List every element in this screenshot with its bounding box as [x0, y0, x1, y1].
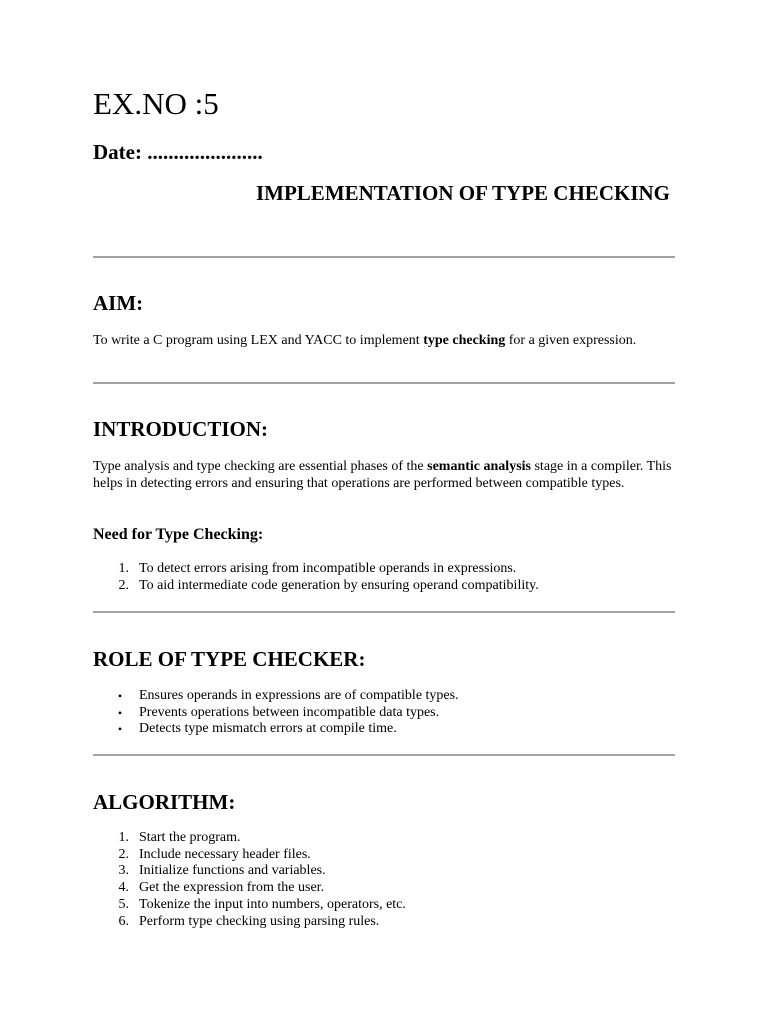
list-number: 2. [118, 577, 129, 593]
list-item [93, 863, 675, 880]
list-item [93, 561, 675, 578]
list-item [93, 578, 675, 595]
introduction-text-bold: semantic analysis [427, 459, 531, 474]
divider [93, 611, 675, 613]
bullet-icon: • [117, 689, 123, 703]
list-item-text: Initialize functions and variables. [139, 863, 326, 879]
list-item [93, 914, 675, 931]
role-heading: ROLE OF TYPE CHECKER: [93, 647, 366, 671]
role-list [93, 688, 675, 738]
list-item [93, 688, 675, 705]
list-item-text: Detects type mismatch errors at compile time. [139, 721, 397, 737]
date-line: Date: ...................... [93, 140, 263, 164]
aim-heading: AIM: [93, 291, 144, 315]
list-number: 4. [118, 880, 129, 896]
document-title: IMPLEMENTATION OF TYPE CHECKING [255, 181, 670, 205]
introduction-text-start: Type analysis and type checking are essential phases of the [93, 459, 428, 474]
list-item [93, 705, 675, 722]
list-item-text: Prevents operations between incompatible data types. [139, 704, 440, 720]
list-item-text: Tokenize the input into numbers, operators, etc. [139, 896, 406, 912]
list-item [93, 897, 675, 914]
list-item-text: Start the program. [139, 830, 241, 845]
list-item-text: Ensures operands in expressions are of compatible types. [139, 688, 459, 703]
aim-text-start: To write a C program using LEX and YACC to implement [93, 333, 424, 348]
list-item-text: Get the expression from the user. [139, 880, 325, 896]
list-item [93, 847, 675, 864]
aim-text-end: for a given expression. [505, 333, 637, 348]
divider [93, 754, 675, 756]
list-number: 2. [118, 846, 129, 862]
introduction-text [93, 458, 675, 492]
list-item-text: Perform type checking using parsing rules. [139, 913, 380, 929]
introduction-text-end: stage in a compiler. This helps in detecting errors and ensuring that operations are performed between compatible types. [93, 459, 672, 491]
algorithm-heading: ALGORITHM: [93, 790, 236, 814]
need-for-type-checking-heading: Need for Type Checking: [93, 526, 264, 543]
list-item [93, 830, 675, 847]
bullet-icon: • [117, 722, 123, 737]
list-number: 6. [118, 913, 129, 929]
divider [93, 256, 675, 258]
list-number: 1. [118, 561, 129, 576]
exercise-number: EX.NO :5 [93, 86, 219, 121]
list-item-text: To detect errors arising from incompatible operands in expressions. [139, 561, 517, 576]
aim-text [93, 332, 675, 349]
divider [93, 382, 675, 384]
aim-text-bold: type checking [423, 333, 506, 348]
list-number: 1. [118, 830, 129, 845]
list-number: 5. [118, 896, 129, 912]
list-number: 3. [118, 863, 129, 879]
introduction-heading: INTRODUCTION: [93, 417, 269, 441]
list-item [93, 880, 675, 897]
list-item [93, 721, 675, 738]
list-item-text: Include necessary header files. [139, 846, 311, 862]
bullet-icon: • [117, 705, 123, 720]
algorithm-list [93, 830, 675, 930]
need-list [93, 561, 675, 594]
list-item-text: To aid intermediate code generation by ensuring operand compatibility. [139, 577, 539, 593]
